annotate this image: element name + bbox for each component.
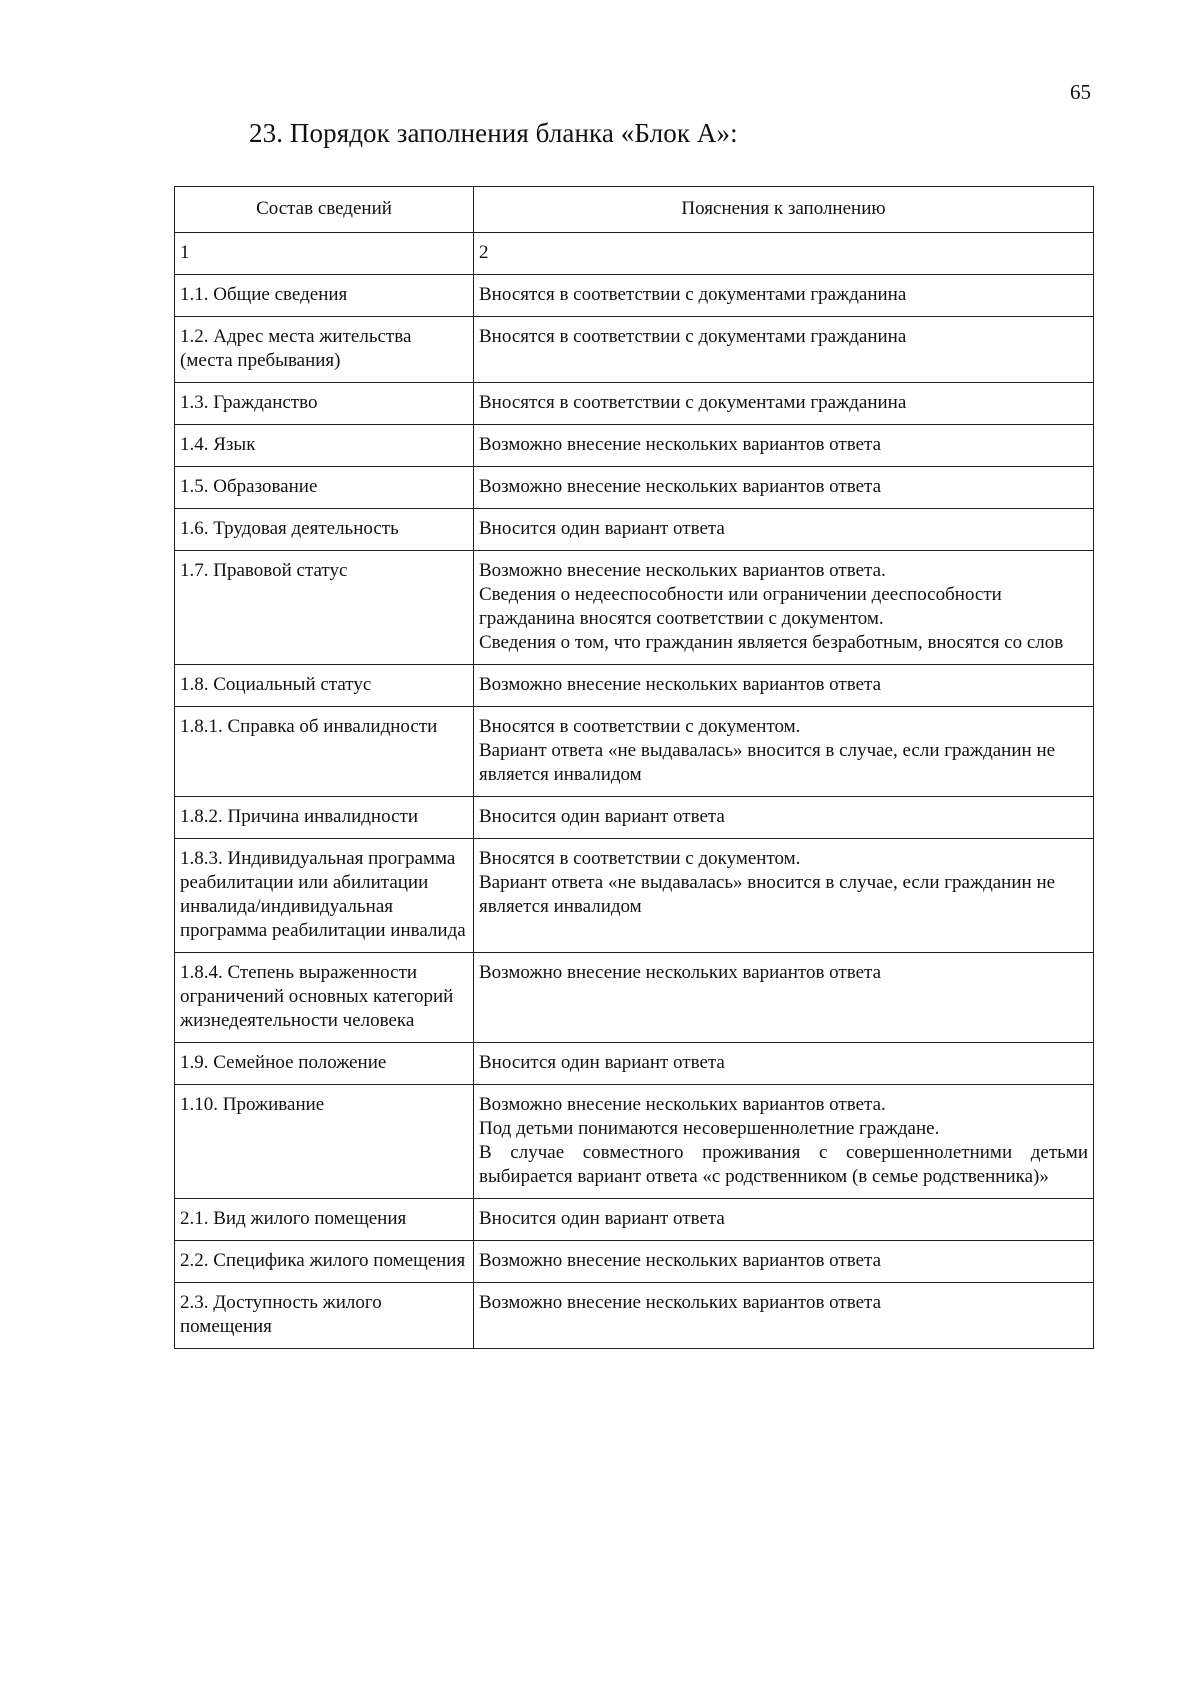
item-cell: 1.8.2. Причина инвалидности bbox=[175, 797, 474, 839]
explanation-cell bbox=[474, 551, 1094, 665]
explanation-line: Вносится один вариант ответа bbox=[479, 806, 725, 827]
item-cell: 1.10. Проживание bbox=[175, 1085, 474, 1199]
explanation-line: Вносится один вариант ответа bbox=[479, 1052, 725, 1073]
item-cell: 1.8. Социальный статус bbox=[175, 665, 474, 707]
column-number-2: 2 bbox=[474, 233, 1094, 275]
item-cell: 1.5. Образование bbox=[175, 467, 474, 509]
explanation-line: Вносятся в соответствии с документом. bbox=[479, 848, 801, 869]
explanation-line: Возможно внесение нескольких вариантов ответа bbox=[479, 674, 881, 695]
filling-instructions-table bbox=[174, 186, 1094, 1349]
explanation-line: Возможно внесение нескольких вариантов ответа bbox=[479, 476, 881, 497]
table-row bbox=[175, 551, 1094, 665]
item-cell: 1.4. Язык bbox=[175, 425, 474, 467]
explanation-cell bbox=[474, 275, 1094, 317]
explanation-line: Вносятся в соответствии с документами гражданина bbox=[479, 284, 907, 305]
column-number-1: 1 bbox=[175, 233, 474, 275]
item-cell: 2.1. Вид жилого помещения bbox=[175, 1199, 474, 1241]
explanation-line: Возможно внесение нескольких вариантов ответа. bbox=[479, 560, 886, 581]
table-row bbox=[175, 1241, 1094, 1283]
explanation-cell bbox=[474, 839, 1094, 953]
explanation-line: Возможно внесение нескольких вариантов ответа bbox=[479, 962, 881, 983]
explanation-line: Вносятся в соответствии с документами гражданина bbox=[479, 392, 907, 413]
explanation-cell bbox=[474, 1283, 1094, 1349]
header-explanations: Пояснения к заполнению bbox=[474, 187, 1094, 233]
table-row bbox=[175, 383, 1094, 425]
item-cell: 2.2. Специфика жилого помещения bbox=[175, 1241, 474, 1283]
item-cell: 1.3. Гражданство bbox=[175, 383, 474, 425]
table-row bbox=[175, 317, 1094, 383]
item-cell: 1.9. Семейное положение bbox=[175, 1043, 474, 1085]
explanation-cell bbox=[474, 1241, 1094, 1283]
item-cell: 1.8.1. Справка об инвалидности bbox=[175, 707, 474, 797]
explanation-line: Вариант ответа «не выдавалась» вносится в случае, если гражданин не является инвалидом bbox=[479, 740, 1056, 785]
table-body bbox=[175, 275, 1094, 1349]
explanation-cell bbox=[474, 1043, 1094, 1085]
page-number: 65 bbox=[1070, 80, 1091, 104]
item-cell: 1.1. Общие сведения bbox=[175, 275, 474, 317]
item-cell: 1.7. Правовой статус bbox=[175, 551, 474, 665]
explanation-line: Возможно внесение нескольких вариантов ответа bbox=[479, 1250, 881, 1271]
explanation-line: Возможно внесение нескольких вариантов ответа bbox=[479, 1292, 881, 1313]
item-cell: 1.2. Адрес места жительства (места пребывания) bbox=[175, 317, 474, 383]
explanation-cell bbox=[474, 665, 1094, 707]
table-row bbox=[175, 467, 1094, 509]
table-row bbox=[175, 797, 1094, 839]
explanation-line: Сведения о недееспособности или ограничении дееспособности гражданина вносятся соответствии с документом. bbox=[479, 584, 1002, 629]
table-row bbox=[175, 425, 1094, 467]
explanation-cell bbox=[474, 383, 1094, 425]
table-row bbox=[175, 275, 1094, 317]
table-row bbox=[175, 953, 1094, 1043]
explanation-line: Вносится один вариант ответа bbox=[479, 518, 725, 539]
table-row bbox=[175, 839, 1094, 953]
explanation-line: Возможно внесение нескольких вариантов ответа bbox=[479, 434, 881, 455]
item-cell: 1.8.4. Степень выраженности ограничений основных категорий жизнедеятельности человека bbox=[175, 953, 474, 1043]
explanation-cell bbox=[474, 467, 1094, 509]
explanation-line: Сведения о том, что гражданин является безработным, вносятся со слов bbox=[479, 632, 1064, 653]
explanation-cell bbox=[474, 953, 1094, 1043]
explanation-line: Вносятся в соответствии с документами гражданина bbox=[479, 326, 907, 347]
explanation-line: В случае совместного проживания с совершеннолетними детьми выбирается вариант ответа «с родственником (в семье родственника)» bbox=[479, 1142, 1088, 1187]
item-cell: 1.6. Трудовая деятельность bbox=[175, 509, 474, 551]
explanation-cell bbox=[474, 797, 1094, 839]
table-row bbox=[175, 1199, 1094, 1241]
table-row bbox=[175, 509, 1094, 551]
explanation-line: Под детьми понимаются несовершеннолетние граждане. bbox=[479, 1118, 940, 1139]
table-row bbox=[175, 1283, 1094, 1349]
table-row bbox=[175, 707, 1094, 797]
explanation-cell bbox=[474, 1085, 1094, 1199]
explanation-cell bbox=[474, 707, 1094, 797]
table-row bbox=[175, 1043, 1094, 1085]
explanation-cell bbox=[474, 317, 1094, 383]
explanation-line: Вносятся в соответствии с документом. bbox=[479, 716, 801, 737]
section-heading: 23. Порядок заполнения бланка «Блок А»: bbox=[249, 118, 738, 148]
column-number-row bbox=[175, 233, 1094, 275]
item-cell: 1.8.3. Индивидуальная программа реабилитации или абилитации инвалида/индивидуальная программа реабилитации инвалида bbox=[175, 839, 474, 953]
explanation-cell bbox=[474, 425, 1094, 467]
table-header-row bbox=[175, 187, 1094, 233]
table-row bbox=[175, 1085, 1094, 1199]
table-row bbox=[175, 665, 1094, 707]
explanation-line: Вариант ответа «не выдавалась» вносится в случае, если гражданин не является инвалидом bbox=[479, 872, 1056, 917]
explanation-cell bbox=[474, 1199, 1094, 1241]
explanation-line: Возможно внесение нескольких вариантов ответа. bbox=[479, 1094, 886, 1115]
explanation-cell bbox=[474, 509, 1094, 551]
item-cell: 2.3. Доступность жилого помещения bbox=[175, 1283, 474, 1349]
explanation-line: Вносится один вариант ответа bbox=[479, 1208, 725, 1229]
header-composition: Состав сведений bbox=[175, 187, 474, 233]
